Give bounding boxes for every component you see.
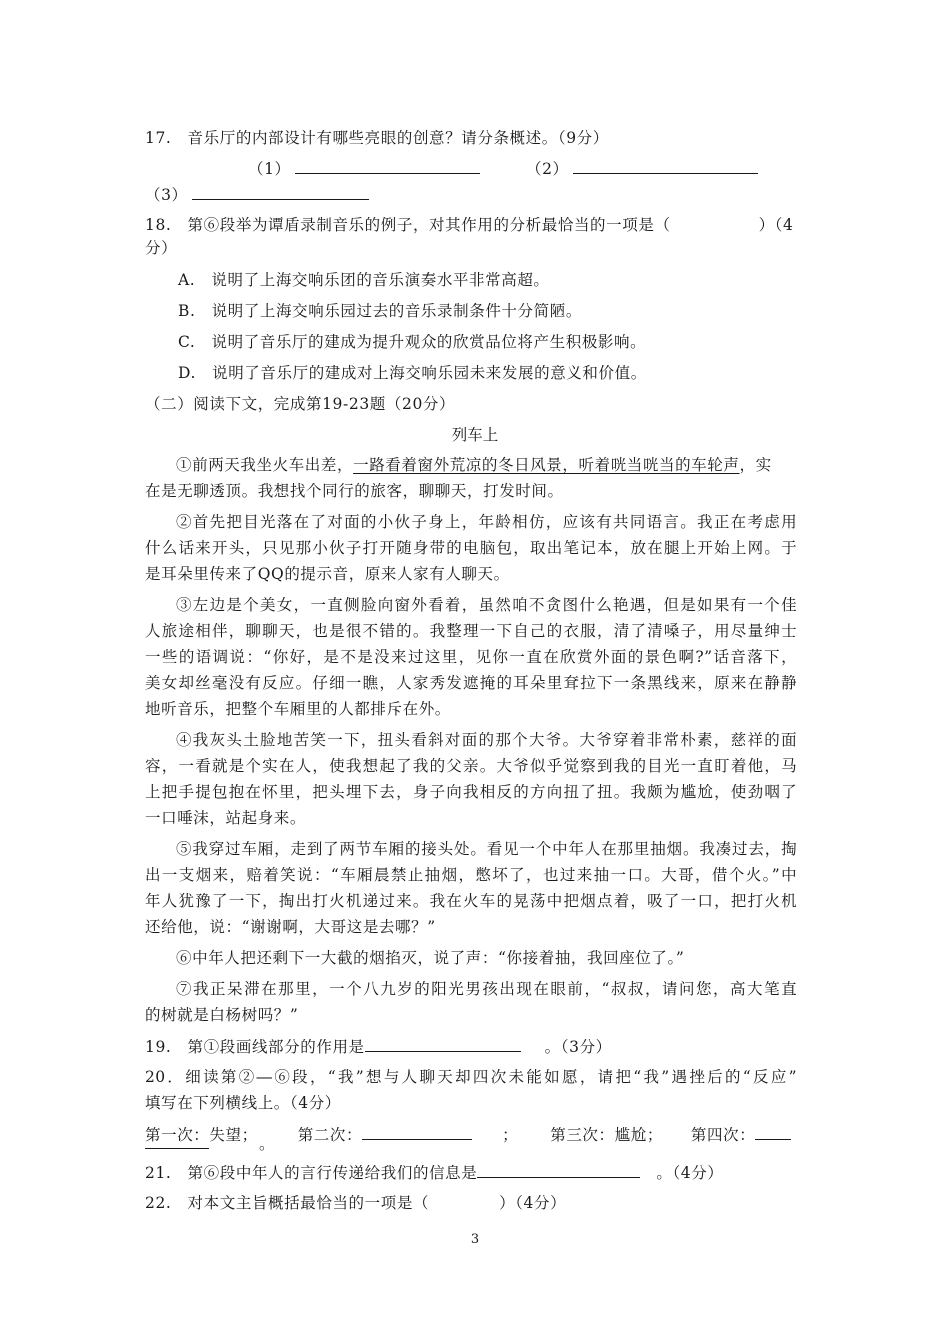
paragraph-3-line-3: 一些的语调说：“你好，是不是没来过这里，见你一直在欣赏外面的景色啊?”话音落下， xyxy=(145,648,797,666)
fourth-reaction-label: 第四次： xyxy=(690,1126,756,1144)
question-20-line-2: 填写在下列横线上。（4分） xyxy=(145,1094,341,1112)
paragraph-3-line-1: ③左边是个美女，一直侧脸向窗外看着，虽然咱不贪图什么艳遇，但是如果有一个佳 xyxy=(176,596,797,614)
question-17-blank-1 xyxy=(248,157,480,180)
paragraph-4-line-2: 容，一看就是个实在人，使我想起了我的父亲。大爷似乎觉察到我的目光一直盯着他，马 xyxy=(145,757,797,775)
paragraph-4-line-3: 上把手提包抱在怀里，把头埋下去，身子向我相反的方向扭了扭。我颇为尴尬，使劲咽了 xyxy=(145,783,797,801)
blank-1-label: （1） xyxy=(248,160,291,178)
answer-line-3 xyxy=(192,183,369,200)
question-17-blank-2 xyxy=(526,157,758,180)
option-a: A. 说明了上海交响乐团的音乐演奏水平非常高超。 xyxy=(178,271,550,289)
question-18-stem xyxy=(145,214,793,236)
period: 。 xyxy=(259,1135,276,1153)
paragraph-4-line-4: 一口唾沫，站起身来。 xyxy=(145,809,307,827)
question-22-score: ）（4分） xyxy=(499,1194,567,1212)
paragraph-2-line-3: 是耳朵里传来了QQ的提示音，原来人家有人聊天。 xyxy=(145,565,510,583)
question-18-score: ）（4 xyxy=(758,216,794,234)
question-19-score: 。（3分） xyxy=(544,1038,612,1056)
question-22-text: 22. 对本文主旨概括最恰当的一项是（ xyxy=(145,1194,430,1212)
passage-title: 列车上 xyxy=(451,426,499,444)
question-17-stem: 17. 音乐厅的内部设计有哪些亮眼的创意？请分条概述。（9分） xyxy=(145,129,609,147)
paragraph-1-line-1 xyxy=(176,454,772,476)
answer-line-21 xyxy=(477,1161,640,1178)
paragraph-1-text-end: ，实 xyxy=(739,456,772,474)
answer-line-2 xyxy=(573,157,758,174)
section-2-heading: （二）阅读下文，完成第19-23题（20分） xyxy=(145,395,456,413)
paragraph-4-line-1: ④我灰头土脸地苦笑一下，扭头看斜对面的那个大爷。大爷穿着非常朴素，慈祥的面 xyxy=(176,731,797,749)
question-20-answers-cont xyxy=(145,1132,275,1155)
paragraph-6-line-1: ⑥中年人把还剩下一大截的烟掐灭，说了声：“你接着抽，我回座位了。” xyxy=(176,949,685,967)
paragraph-2-line-1: ②首先把目光落在了对面的小伙子身上，年龄相仿，应该有共同语言。我正在考虑用 xyxy=(176,513,797,531)
blank-2-label: （2） xyxy=(526,160,569,178)
paragraph-3-line-2: 人旅途相伴，聊聊天，也是很不错的。我整理一下自己的衣服，清了清嗓子，用尽量绅士 xyxy=(145,622,797,640)
page-number: 3 xyxy=(470,1232,480,1247)
paragraph-2-line-2: 什么话来开头，只见那小伙子打开随身带的电脑包，取出笔记本，放在腿上开始上网。于 xyxy=(145,539,797,557)
paragraph-5-line-3: 年人犹豫了一下，掏出打火机递过来。我在火车的晃荡中把烟点着，吸了一口，把打火机 xyxy=(145,892,797,910)
paragraph-7-line-1: ⑦我正呆滞在那里，一个八九岁的阳光男孩出现在眼前，“叔叔，请问您，高大笔直 xyxy=(176,980,797,998)
answer-line-1 xyxy=(295,157,480,174)
question-17-blank-3 xyxy=(145,183,369,206)
answer-line-20-fourth-cont xyxy=(145,1132,209,1149)
paragraph-5-line-1: ⑤我穿过车厢，走到了两节车厢的接头处。看见一个中年人在那里抽烟。我凑过去，掏 xyxy=(176,840,797,858)
paragraph-3-line-5: 地听音乐，把整个车厢里的人都排斥在外。 xyxy=(145,700,451,718)
question-18-stem-text: 18. 第⑥段举为谭盾录制音乐的例子，对其作用的分析最恰当的一项是（ xyxy=(145,216,671,234)
question-21 xyxy=(145,1161,723,1184)
option-d: D. 说明了音乐厅的建成对上海交响乐园未来发展的意义和价值。 xyxy=(178,364,647,382)
semicolon: ； xyxy=(502,1126,519,1144)
paragraph-1-text: ①前两天我坐火车出差， xyxy=(176,456,354,474)
option-b: B. 说明了上海交响乐园过去的音乐录制条件十分简陋。 xyxy=(178,302,582,320)
underlined-phrase: 一路看着窗外荒凉的冬日风景，听着咣当咣当的车轮声 xyxy=(353,456,740,474)
option-c: C. 说明了音乐厅的建成为提升观众的欣赏品位将产生积极影响。 xyxy=(178,333,647,351)
question-19 xyxy=(145,1035,612,1058)
second-reaction-label: 第二次： xyxy=(297,1126,363,1144)
third-reaction: 第三次：尴尬； xyxy=(550,1126,663,1144)
paragraph-7-line-2: 的树就是白杨树吗？” xyxy=(145,1006,299,1024)
blank-3-label: （3） xyxy=(145,186,188,204)
paragraph-5-line-4: 还给他，说：“谢谢啊，大哥这是去哪？” xyxy=(145,918,436,936)
paragraph-3-line-4: 美女却丝毫没有反应。仔细一瞧，人家秀发遮掩的耳朵里耷拉下一条黑线来，原来在静静 xyxy=(145,674,797,692)
question-21-score: 。（4分） xyxy=(656,1164,724,1182)
answer-line-20-fourth xyxy=(755,1123,791,1140)
answer-line-19 xyxy=(365,1035,521,1052)
question-20-line-1: 20．细读第②―⑥段，“我”想与人聊天却四次未能如愿，请把“我”遇挫后的“反应” xyxy=(145,1068,797,1086)
paragraph-1-line-2: 在是无聊透顶。我想找个同行的旅客，聊聊天，打发时间。 xyxy=(145,482,564,500)
paragraph-5-line-2: 出一支烟来，赔着笑说：“车厢晨禁止抽烟，憋坏了，也过来抽一口。大哥，借个火。”中 xyxy=(145,866,797,884)
question-22 xyxy=(145,1192,566,1214)
answer-line-20-second xyxy=(362,1123,472,1140)
first-reaction: 第一次：失望； xyxy=(145,1126,258,1144)
question-18-stem-cont: 分） xyxy=(145,239,178,257)
question-19-text: 19. 第①段画线部分的作用是 xyxy=(145,1038,365,1056)
question-21-text: 21. 第⑥段中年人的言行传递给我们的信息是 xyxy=(145,1164,478,1182)
